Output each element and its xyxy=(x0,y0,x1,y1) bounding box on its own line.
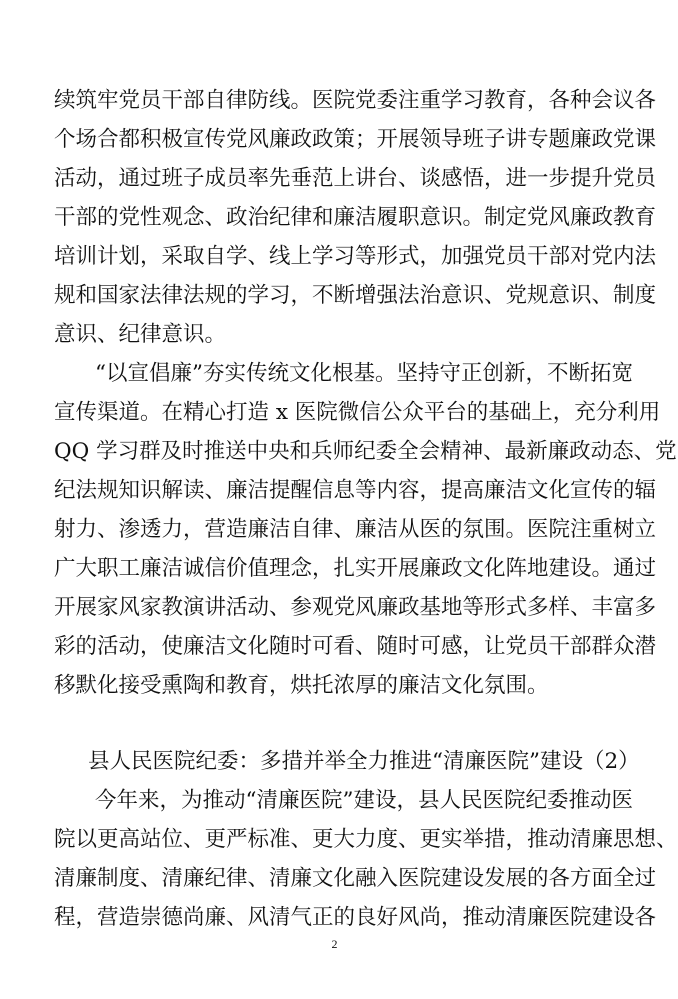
paragraph-2-line-9: 移默化接受熏陶和教育，烘托浓厚的廉洁文化氛围。 xyxy=(54,673,549,698)
paragraph-1-line-5: 培训计划，采取自学、线上学习等形式，加强党员干部对党内法 xyxy=(54,244,657,269)
paragraph-2-line-7: 开展家风家教演讲活动、参观党风廉政基地等形式多样、丰富多 xyxy=(54,595,657,620)
paragraph-1-line-6: 规和国家法律法规的学习，不断增强法治意识、党规意识、制度 xyxy=(54,283,657,308)
paragraph-1-line-1: 续筑牢党员干部自律防线。医院党委注重学习教育，各种会议各 xyxy=(54,88,657,113)
paragraph-2-line-3: QQ 学习群及时推送中央和兵师纪委全会精神、最新廉政动态、党 xyxy=(54,439,677,464)
paragraph-3-line-2: 院以更高站位、更严标准、更大力度、更实举措，推动清廉思想、 xyxy=(54,827,678,852)
article-title: 县人民医院纪委：多措并举全力推进“清廉医院”建设（2） xyxy=(88,749,640,774)
paragraph-1-line-7: 意识、纪律意识。 xyxy=(54,322,227,347)
page-number: 2 xyxy=(331,937,338,951)
paragraph-2-line-6: 广大职工廉洁诚信价值理念，扎实开展廉政文化阵地建设。通过 xyxy=(54,556,657,581)
paragraph-2-line-4: 纪法规知识解读、廉洁提醒信息等内容，提高廉洁文化宣传的辐 xyxy=(54,478,657,503)
paragraph-2-line-2: 宣传渠道。在精心打造 x 医院微信公众平台的基础上，充分利用 xyxy=(54,400,661,425)
paragraph-2-line-1: “以宣倡廉”夯实传统文化根基。坚持守正创新，不断拓宽 xyxy=(95,361,633,386)
paragraph-1-line-3: 活动，通过班子成员率先垂范上讲台、谈感悟，进一步提升党员 xyxy=(54,166,657,191)
paragraph-2-line-8: 彩的活动，使廉洁文化随时可看、随时可感，让党员干部群众潜 xyxy=(54,634,657,659)
paragraph-3-line-4: 程，营造崇德尚廉、风清气正的良好风尚，推动清廉医院建设各 xyxy=(54,905,657,930)
paragraph-1-line-4: 干部的党性观念、政治纪律和廉洁履职意识。制定党风廉政教育 xyxy=(54,205,657,230)
paragraph-2-line-5: 射力、渗透力，营造廉洁自律、廉洁从医的氛围。医院注重树立 xyxy=(54,517,657,542)
paragraph-3-line-1: 今年来，为推动“清廉医院”建设，县人民医院纪委推动医 xyxy=(95,788,633,813)
paragraph-1-line-2: 个场合都积极宣传党风廉政政策；开展领导班子讲专题廉政党课 xyxy=(54,127,657,152)
paragraph-3-line-3: 清廉制度、清廉纪律、清廉文化融入医院建设发展的各方面全过 xyxy=(54,866,657,891)
